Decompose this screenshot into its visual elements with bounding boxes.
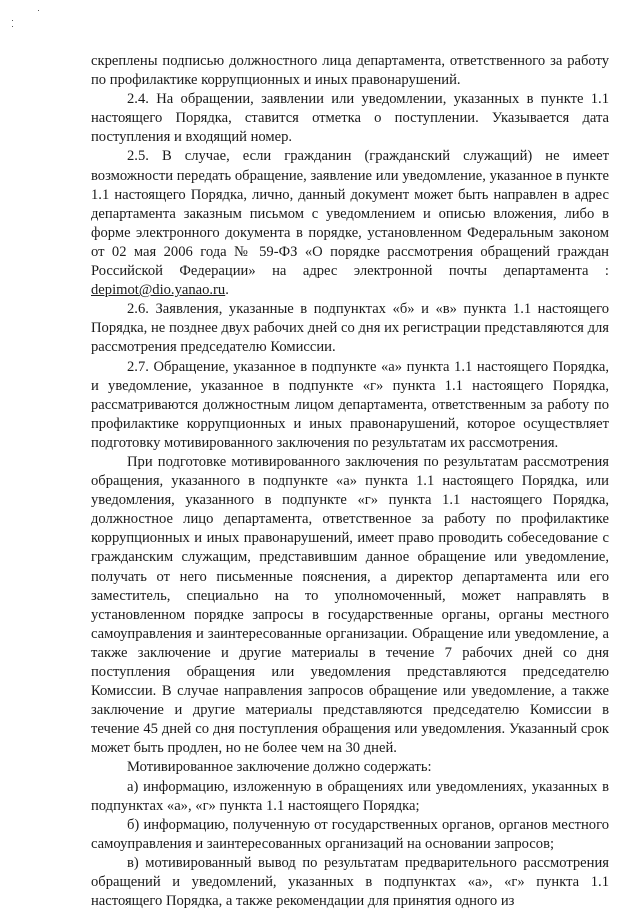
scan-artifact-dot <box>38 10 39 11</box>
paragraph-2-4: 2.4. На обращении, заявлении или уведомлении, указанных в пункте 1.1 настоящего Порядка, ставится отметка о поступлении. Указывается дата поступления и входящий номер. <box>91 91 609 146</box>
list-item-b: б) информацию, полученную от государственных органов, органов местного самоуправления и заинтересованных организаций на основании запросов; <box>91 816 609 852</box>
document-page <box>91 52 609 911</box>
paragraph-preparation: При подготовке мотивированного заключения по результатам рассмотрения обращения, указанного в подпункте «а» пункта 1.1 настоящего Порядка, или уведомления, указанного в подпункте «г» пункта 1.1 настоящего Порядка, должностное лицо департамента, ответственное за работу по профилактике коррупционных и иных правонарушений, имеет право проводить собеседование с гражданским служащим, представившим данное обращение или уведомление, получать от него письменные пояснения, а директор департамента или его заместитель, специально на то уполномоченный, может направлять в установленном порядке запросы в государственные органы, органы местного самоуправления и заинтересованные организации. Обращение или уведомление, а также заключение и другие материалы в течение 7 рабочих дней со дня поступления обращения или уведомления представляются председателю Комиссии. В случае направления запросов обращение или уведомление, а также заключение и другие материалы представляются председателю Комиссии в течение 45 дней со дня поступления обращения или уведомления. Указанный срок может быть продлен, но не более чем на 30 дней. <box>91 453 609 757</box>
paragraph-2-7: 2.7. Обращение, указанное в подпункте «а» пункта 1.1 настоящего Порядка, и уведомление, указанное в подпункте «г» пункта 1.1 настоящего Порядка, рассматриваются должностным лицом департамента, ответственным за работу по профилактике коррупционных и иных правонарушений, которое осуществляет подготовку мотивированного заключения по результатам их рассмотрения. <box>91 358 609 451</box>
scan-artifact-dot <box>12 26 13 27</box>
list-item-c: в) мотивированный вывод по результатам предварительного рассмотрения обращений и уведомлений, указанных в подпунктах «а», «г» пункта 1.1 настоящего Порядка, а также рекомендации для принятия одного из <box>91 854 609 910</box>
paragraph-2-6: 2.6. Заявления, указанные в подпунктах «б» и «в» пункта 1.1 настоящего Порядка, не позднее двух рабочих дней со дня их регистрации представляются для рассмотрения председателю Комиссии. <box>91 301 609 356</box>
list-item-a: а) информацию, изложенную в обращениях или уведомлениях, указанных в подпунктах «а», «г» пункта 1.1 настоящего Порядка; <box>91 778 609 814</box>
paragraph-2-5-tail: . <box>225 282 229 299</box>
paragraph-2-5-text: 2.5. В случае, если гражданин (гражданский служащий) не имеет возможности передать обращение, заявление или уведомление, указанное в пункте 1.1 настоящего Порядка, лично, данный документ может быть направлен в адрес департамента заказным письмом с уведомлением и описью вложения, либо в форме электронного документа в порядке, установленном Федеральным законом от 02 мая 2006 года № 59-ФЗ «О порядке рассмотрения обращений граждан Российской Федерации» на адрес электронной почты департамента : <box>91 148 609 280</box>
scan-artifact-dot <box>12 20 13 21</box>
paragraph-continuation: скреплены подписью должностного лица департамента, ответственного за работу по профилактике коррупционных и иных правонарушений. <box>91 53 609 89</box>
paragraph-conclusion-intro: Мотивированное заключение должно содержать: <box>127 759 432 776</box>
email-link[interactable]: depimot@dio.yanao.ru <box>91 282 226 299</box>
paragraph-2-5 <box>91 147 609 300</box>
